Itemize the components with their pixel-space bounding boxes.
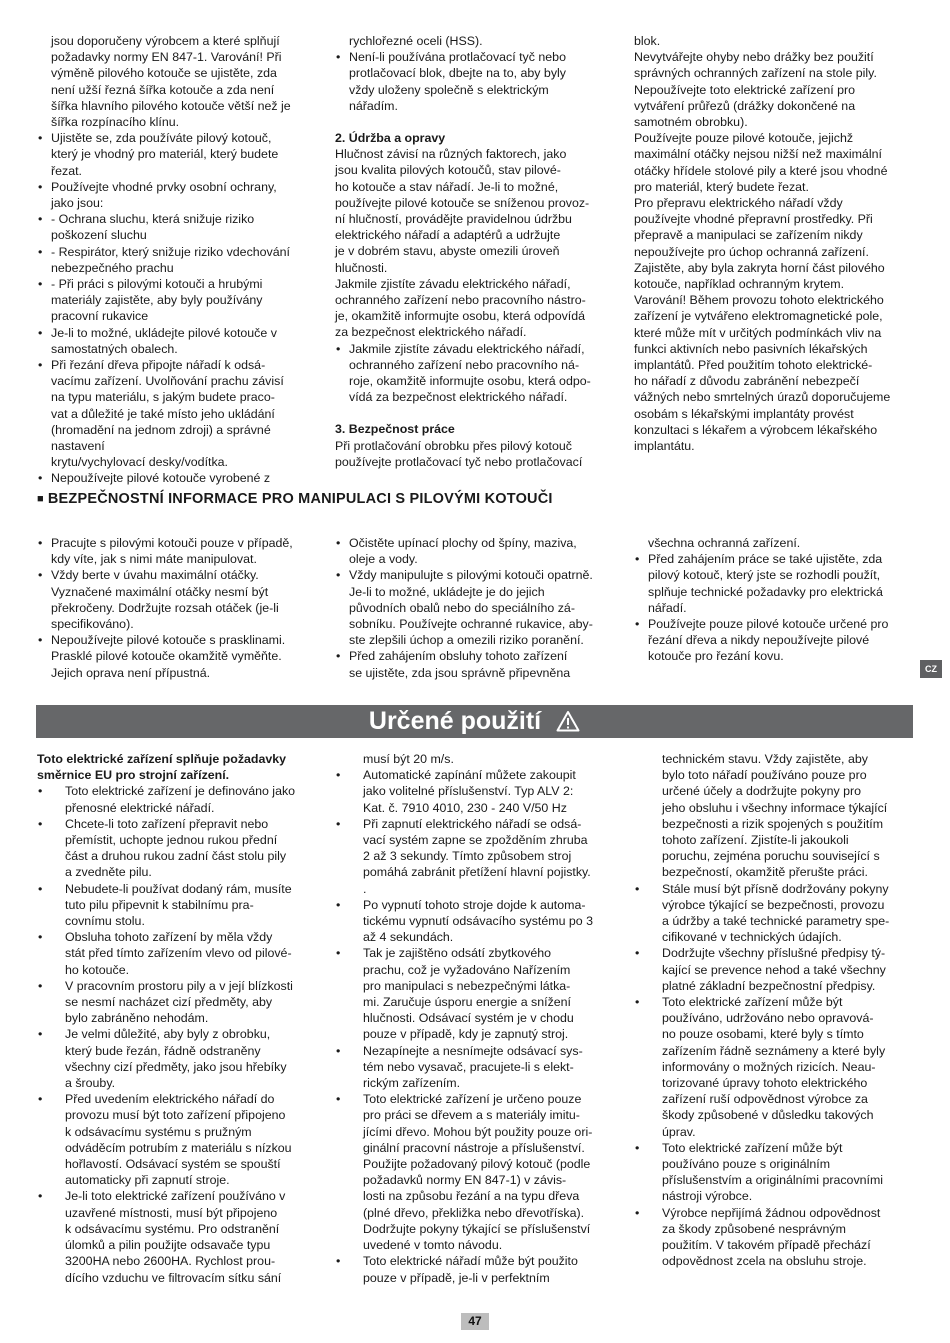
text-line: Ujistěte se, zda používáte pilový kotouč, (51, 131, 272, 146)
text-line: kající se prevence nehod a také všechny (662, 962, 886, 977)
text-line: Nepoužívejte pilové kotouče vyrobené z (51, 471, 271, 486)
list-item (634, 551, 919, 616)
text-line: Vždy manipulujte s pilovými kotouči opatrně. (349, 568, 593, 583)
text-line: poruchu, zejména poruchu související s (662, 849, 880, 864)
text-line: bezpečností, okamžitě přerušte práci. (662, 865, 868, 880)
text-line: škody způsobené v důsledku takových (662, 1108, 874, 1123)
text-line: za škody způsobené nesprávným (662, 1221, 846, 1236)
text-line: vacímu zařízení. Uvolňování prachu závisí (51, 374, 284, 389)
text-line: uzavřené místnosti, musí být připojeno (65, 1205, 278, 1220)
text-line: použitím. V takovém případě přechází (662, 1238, 871, 1253)
text-line: pracovní rukavice (51, 309, 149, 324)
text-line: blok. (634, 34, 661, 48)
text-line: ginální pracovní nástroje a příslušenství. (363, 1140, 585, 1155)
text-line: Toto elektrické zařízení je definováno jako (65, 784, 296, 799)
text-line: splňuje technické požadavky pro elektrická (648, 584, 883, 599)
text-line: cifikované v technických údajích. (662, 930, 842, 945)
text-line: požadavky normy EN 847-1. Varování! Při (51, 50, 282, 65)
text-line: Po vypnutí tohoto stroje dojde k automa- (363, 897, 586, 912)
language-tab: CZ (920, 660, 942, 678)
list-item (335, 567, 620, 648)
text-line: hořlavostí. Odsávací systém se spouští (65, 1157, 281, 1172)
list-item (37, 567, 322, 632)
list-item (37, 276, 322, 325)
text-line: tohoto zařízení. Zjistíte-li jakoukoli (662, 833, 849, 848)
text-line: (plné dřevo, překližka nebo dřevotříska). (363, 1205, 585, 1220)
text-line: pouze v případě, kdy je zapnutý stroj. (363, 1027, 569, 1042)
list-item (634, 994, 919, 1140)
text-line: Používejte vhodné prvky osobní ochrany, (51, 179, 277, 194)
text-line: Jakmile zjistíte závadu elektrického nářadí, (335, 276, 571, 291)
text-line: vážných nebo smrtelných úrazů doporučujeme (634, 390, 891, 405)
text-line: vídá za bezpečnost elektrického nářadí. (349, 390, 568, 405)
text-line: jícími dřevo. Mohou být použity pouze ori- (363, 1124, 593, 1139)
text-line: ní hlučností, provádějte pravidelnou údržbu (335, 212, 572, 227)
text-line: platné základní bezpečnostní předpisy. (662, 978, 876, 993)
list-item (335, 648, 620, 680)
intended-column-1 (37, 751, 322, 1286)
text-line: se ujistěte, zda jsou správně připevněna (349, 665, 571, 680)
text-line: Zajistěte, aby byla zakryta horní část pilového (634, 260, 885, 275)
text-line: Dodržujte pokyny týkající se příslušenství (363, 1221, 591, 1236)
text-line: Varování! Během provozu tohoto elektrického (634, 293, 884, 308)
list-item (37, 244, 322, 276)
text-line: zařízením řádně seznámeny a které byly (662, 1043, 886, 1058)
text-line: Je-li to možné, ukládejte je do jejich (349, 584, 545, 599)
text-line: nářadí. (648, 600, 687, 615)
text-line: Používejte pouze pilové kotouče určené pro (648, 617, 889, 632)
text-line: zařízení je vytvářeno elektromagnetické pole, (634, 309, 883, 324)
list-item (335, 535, 620, 567)
text-line: vat a důležité je také místo jeho ukládání (51, 406, 275, 421)
list-item (37, 1091, 322, 1188)
text-line: rickým zařízením. (363, 1076, 461, 1091)
text-line: odpovědnost zcela na obsluhu stroje. (662, 1254, 867, 1269)
text-line: Pracujte s pilovými kotouči pouze v případě, (51, 536, 293, 550)
text-line: všechna ochranná zařízení. (648, 536, 801, 550)
text-line: kotouče, například ochranným krytem. (634, 277, 845, 292)
text-line: bylo zabráněno nehodám. (65, 1011, 209, 1026)
bullet-list (37, 535, 322, 681)
text-line: roje, okamžitě informujte osobu, která odpo- (349, 374, 591, 389)
text-line: vytváření průřezů (drážky dokončené na (634, 98, 856, 113)
list-item (37, 929, 322, 978)
text-line: Je-li toto elektrické zařízení používáno v (65, 1189, 286, 1204)
text-line: přepravě a manipulaci se zařízením nikdy (634, 228, 863, 243)
text-line: Dodržujte všechny příslušné předpisy tý- (662, 946, 886, 961)
text-line: určené účely a dodržujte pokyny pro (662, 784, 862, 799)
text-line: až 4 sekundách. (363, 930, 454, 945)
text-line: Stále musí být přísně dodržovány pokyny (662, 881, 889, 896)
text-line: Při zapnutí elektrického nářadí se odsá- (363, 816, 582, 831)
text-line: V pracovním prostoru pily a v její blízkosti (65, 978, 293, 993)
page-number: 47 (461, 1313, 489, 1330)
text-line: Není-li používána protlačovací tyč nebo (349, 50, 566, 65)
list-item (37, 535, 322, 567)
text-line: Před uvedením elektrického nářadí do (65, 1092, 275, 1107)
paragraph (335, 438, 620, 470)
text-line: Prasklé pilové kotouče okamžitě vyměňte. (51, 649, 282, 664)
list-item (37, 470, 322, 486)
bullet-list (335, 767, 620, 1286)
text-line: překročeny. Dodržujte rozsah otáček (je-li (51, 600, 279, 615)
text-line: které může mít v určitých podmínkách vliv na (634, 325, 882, 340)
list-item (634, 945, 919, 994)
list-item (37, 179, 322, 211)
list-item (335, 341, 620, 406)
text-line: úprav. (662, 1124, 696, 1139)
text-line: směrnice EU pro strojní zařízení. (37, 768, 230, 783)
text-line: tém nebo vysavač, pracujete-li s elekt- (363, 1059, 574, 1074)
text-line: Tak je zajištěno odsátí zbytkového (363, 946, 552, 961)
handling-column-2 (335, 535, 620, 681)
text-line: zařízení ruší odpovědnost výrobce za (662, 1092, 868, 1107)
bullet-list (37, 130, 322, 486)
handling-column-1 (37, 535, 322, 681)
text-line: pro manipulaci s nebezpečnými látka- (363, 978, 571, 993)
text-line: jako jsou: (51, 196, 104, 211)
list-item (335, 49, 620, 114)
list-item (37, 881, 322, 930)
handling-column-3 (634, 535, 919, 665)
banner-title: Určené použití (368, 707, 542, 735)
list-item (634, 1140, 919, 1205)
text-line: Pro přepravu elektrického nářadí vždy (634, 196, 843, 211)
text-line: sobníku. Používejte ochranné rukavice, aby- (349, 617, 593, 632)
text-line: Toto elektrické zařízení může být (662, 995, 843, 1010)
text-line: Při protlačování obrobku přes pilový kotouč (335, 438, 572, 453)
bullet-list (634, 551, 919, 664)
text-line: provozu musí být toto zařízení připojeno (65, 1108, 286, 1123)
intended-column-2 (335, 751, 620, 1286)
paragraph (335, 146, 620, 340)
text-line: správných ochranných zařízení na stole pily. (634, 66, 877, 81)
text-line: a šrouby. (65, 1076, 116, 1091)
text-line: - Respirátor, který snižuje riziko vdechování (51, 244, 290, 259)
text-line: je v dobrém stavu, abyste omezili úroveň (335, 244, 560, 259)
text-line: jeho obsluhu i všechny informace týkající (662, 800, 888, 815)
text-line: který je vhodný pro materiál, který budete (51, 147, 279, 162)
text-line: pilový kotouč, který jste se rozhodli použít, (648, 568, 881, 583)
text-line: řezat. (51, 163, 82, 178)
text-line: bezpečnosti a rizik spojených s použitím (662, 816, 884, 831)
text-line: tuto pilu připevnit k stabilnímu pra- (65, 897, 254, 912)
text-line: jsou doporučeny výrobcem a které splňují (51, 34, 280, 48)
list-item (634, 616, 919, 665)
continued-text (634, 751, 919, 881)
intended-column-3 (634, 751, 919, 1270)
text-line: hlučnosti. Odsávací systém je v chodu (363, 1011, 574, 1026)
text-line: pro práci se dřevem a s materiály imitu- (363, 1108, 580, 1123)
text-line: řezání dřeva a nikdy nepoužívejte pilové (648, 633, 870, 648)
text-line: otáčky hřídele stolové pily a které jsou vhodné (634, 163, 888, 178)
list-item (335, 767, 620, 816)
continued-text (335, 751, 620, 767)
text-line: Očistěte upínací plochy od špíny, maziva, (349, 536, 577, 550)
top-column-1 (37, 33, 322, 487)
text-line: šířka hlavního pilového kotouče větší než je (51, 98, 291, 113)
text-line: Hlučnost závisí na různých faktorech, jako (335, 147, 567, 162)
text-line: technickém stavu. Vždy zajistěte, aby (662, 752, 868, 766)
text-line: osobám s lékařskými implantáty provést (634, 406, 854, 421)
text-line: používejte vhodné přepravní prostředky. Při (634, 212, 873, 227)
text-line: ho kotouče. (65, 962, 130, 977)
text-line: Používejte pouze pilové kotouče, jejichž (634, 131, 854, 146)
list-item (37, 1026, 322, 1091)
text-line: Jakmile zjistíte závadu elektrického nářadí, (349, 341, 585, 356)
text-line: část a druhou rukou zadní část stolu pily (65, 849, 287, 864)
text-line: Vždy berte v úvahu maximální otáčky. (51, 568, 259, 583)
text-line: vždy uloženy společně s elektrickým (349, 82, 549, 97)
text-line: Vyznačené maximální otáčky nesmí být (51, 584, 269, 599)
text-line: ho kotouče a stav nářadí. Je-li to možné, (335, 179, 559, 194)
text-line: šířka rozpínacího klínu. (51, 115, 180, 130)
text-line: (hromadění na jednom zdroji) a správné nastavení (51, 422, 271, 454)
warning-triangle-icon (556, 710, 580, 732)
text-line: pro materiál, který budete řezat. (634, 179, 809, 194)
handling-section-title (37, 489, 917, 509)
text-line: rychlořezné oceli (HSS). (349, 34, 483, 48)
text-line: přenosné elektrické nářadí. (65, 800, 215, 815)
list-item (37, 130, 322, 179)
text-line: - Při práci s pilovými kotouči a hrubými (51, 277, 263, 292)
continued-text (37, 33, 322, 130)
text-line: Toto elektrické zařízení může být (662, 1140, 843, 1155)
text-line: ochranného zařízení nebo pracovního ná- (349, 357, 580, 372)
list-item (335, 816, 620, 897)
text-line: přemístit, uchopte jednou rukou přední (65, 833, 278, 848)
text-line: stát před tímto zařízením vlevo od pilové- (65, 946, 292, 961)
text-line: jako volitelné příslušenství. Typ ALV 2: (363, 784, 574, 799)
square-bullet-icon: ■ (37, 493, 44, 505)
continued-text (634, 535, 919, 551)
text-line: Nezapínejte a nesnímejte odsávací sys- (363, 1043, 583, 1058)
list-item (37, 1188, 322, 1285)
text-line: k odsávacímu systému. Pro odstranění (65, 1221, 280, 1236)
text-line: implantátu. (634, 439, 695, 454)
text-line: kotouče pro řezání kovu. (648, 649, 784, 664)
text-line: pomáhá zabránit přetížení hlavní pojistky. (363, 865, 591, 880)
text-line: oleje a vody. (349, 552, 418, 567)
text-line: maximální otáčky nejsou nižší než maximální (634, 147, 882, 162)
text-line: prachu, což je vyžadováno Nařízením (363, 962, 571, 977)
text-line: automaticky při zapnutí stroje. (65, 1173, 230, 1188)
list-item (335, 1253, 620, 1285)
list-item (37, 816, 322, 881)
text-line: ste zlepšili úchop a omezili riziko poranění. (349, 633, 584, 648)
text-line: Obsluha tohoto zařízení by měla vždy (65, 930, 273, 945)
text-line: nářadím. (349, 98, 398, 113)
text-line: Jejich oprava není přípustná. (51, 665, 211, 680)
text-line: covnímu stolu. (65, 914, 145, 929)
text-line: a údržby a také technické parametry spe- (662, 914, 890, 929)
list-item (37, 783, 322, 815)
text-line: výměně pilového kotouče se ujistěte, zda (51, 66, 277, 81)
text-line: Toto elektrické zařízení je určeno pouze (363, 1092, 582, 1107)
text-line: protlačovací blok, dbejte na to, aby byly (349, 66, 566, 81)
text-line: 2 až 3 sekundy. Tímto způsobem stroj (363, 849, 572, 864)
list-item (37, 978, 322, 1027)
text-line: nebezpečného prachu (51, 260, 174, 275)
text-line: Nebudete-li používat dodaný rám, musíte (65, 881, 292, 896)
text-line: materiály zajistěte, aby byly používány (51, 293, 263, 308)
text-line: používáno pouze s originálním (662, 1157, 831, 1172)
text-line: pouze v případě, je-li v perfektním (363, 1270, 550, 1285)
text-line: poškození sluchu (51, 228, 147, 243)
bullet-list (335, 49, 620, 114)
text-line: který bude řezán, řádně odstraněny (65, 1043, 261, 1058)
list-item (37, 211, 322, 243)
continued-text (335, 33, 620, 49)
text-line: Je velmi důležité, aby byly z obrobku, (65, 1027, 271, 1042)
text-line: dícího vzduchu ve filtrovacím sítku sání (65, 1270, 282, 1285)
text-line: na typu materiálu, s jakým budete praco- (51, 390, 275, 405)
text-line: musí být 20 m/s. (363, 752, 454, 766)
text-line: není užší řezná šířka kotouče a zda není (51, 82, 275, 97)
text-line: . (363, 881, 367, 896)
bullet-list (335, 535, 620, 681)
text-line: odváděcím potrubím z materiálu s nízkou (65, 1140, 292, 1155)
text-line: Nepoužívejte toto elektrické zařízení pro (634, 82, 856, 97)
list-item (335, 1043, 620, 1092)
text-line: specifikováno). (51, 617, 134, 632)
text-line: nepoužívejte pro úchop ochranná zařízení. (634, 244, 869, 259)
list-item (335, 1091, 620, 1253)
text-line: Před zahájením obsluhy tohoto zařízení (349, 649, 568, 664)
text-line: původních obalů nebo do speciálního zá- (349, 600, 575, 615)
text-line: mi. Zaručuje úsporu energie a snížení (363, 995, 571, 1010)
text-line: samotném obrobku). (634, 115, 748, 130)
text-line: Před zahájením práce se také ujistěte, zda (648, 552, 883, 567)
text-line: používejte protlačovací tyč nebo protlačovací (335, 454, 583, 469)
text-line: za bezpečnost elektrického nářadí. (335, 325, 527, 340)
text-line: a zvedněte pilu. (65, 865, 152, 880)
text-line: hlučnosti. (335, 260, 388, 275)
text-line: používáno, udržováno nebo opravová- (662, 1011, 874, 1026)
text-line: Je-li to možné, ukládejte pilové kotouče v (51, 325, 277, 340)
top-column-3 (634, 33, 919, 454)
text-line: ochranného zařízení nebo pracovního nástro- (335, 293, 586, 308)
list-item (37, 357, 322, 470)
bullet-list (335, 341, 620, 406)
text-line: příslušenstvím a originálními pracovními (662, 1173, 884, 1188)
top-column-2 (335, 33, 620, 470)
text-line: krytu/vychylovací desky/vodítka. (51, 455, 228, 470)
directive-heading (37, 751, 322, 783)
text-line: konzultaci s lékařem a výrobcem lékařského (634, 422, 878, 437)
text-line: se nesmí nacházet cizí předměty, aby (65, 995, 273, 1010)
text-line: Chcete-li toto zařízení přepravit nebo (65, 816, 269, 831)
text-line: Toto elektrické zařízení splňuje požadavky (37, 752, 287, 766)
text-line: informovány o možných rizicích. Neau- (662, 1059, 876, 1074)
text-line: Kat. č. 7910 4010, 230 - 240 V/50 Hz (363, 800, 567, 815)
text-line: všechny cizí předměty, jako jsou hřebíky (65, 1059, 287, 1074)
text-line: výrobce týkající se bezpečnosti, provozu (662, 897, 885, 912)
list-item (335, 945, 620, 1042)
text-line: Výrobce nepřijímá žádnou odpovědnost (662, 1205, 881, 1220)
list-item (335, 897, 620, 946)
section-heading-maintenance: 2. Údržba a opravy (335, 131, 446, 146)
text-line: bylo toto nářadí používáno pouze pro (662, 768, 867, 783)
text-line: funkci aktivních nebo pasivních lékařských (634, 341, 868, 356)
text-line: - Ochrana sluchu, která snižuje riziko (51, 212, 255, 227)
handling-title-text: BEZPEČNOSTNÍ INFORMACE PRO MANIPULACI S PILOVÝMI KOTOUČI (47, 491, 553, 507)
text-line: používejte pilové kotouče se sníženou provoz- (335, 195, 590, 210)
text-line: Automatické zapínání můžete zakoupit (363, 768, 576, 783)
text-line: Nevytvářejte ohyby nebo drážky bez použití (634, 50, 874, 65)
list-item (634, 1205, 919, 1270)
text-line: no pouze osobami, které byly s tímto (662, 1027, 864, 1042)
text-line: je, okamžitě informujte osobu, která odpovídá (335, 309, 586, 324)
text-line: losti na způsobu řezání a na typu dřeva (363, 1189, 580, 1204)
text-line: tickému vypnutí odsávacího systému po 3 (363, 914, 594, 929)
text-line: 3200HA nebo 2600HA. Rychlost prou- (65, 1254, 276, 1269)
text-line: ho nářadí z důvodu zabránění nebezpečí (634, 374, 860, 389)
text-line: uvedené v tomto návodu. (363, 1238, 503, 1253)
text-line: vací systém zapne se zpožděním zhruba (363, 833, 588, 848)
text-line: Nepoužívejte pilové kotouče s prasklinami. (51, 633, 286, 648)
text-line: úlomků a pilin použijte odsavače typu (65, 1238, 271, 1253)
text-line: implantátů. Před použitím tohoto elektrické- (634, 358, 873, 373)
bullet-list (634, 881, 919, 1270)
text-line: Použijte požadovaný pilový kotouč (podle (363, 1157, 591, 1172)
list-item (37, 325, 322, 357)
bullet-list (37, 783, 322, 1285)
text-line: nástroji výrobce. (662, 1189, 753, 1204)
text-line: Toto elektrické nářadí může být použito (363, 1254, 578, 1269)
text-line: torizované úpravy tohoto elektrického (662, 1076, 868, 1091)
text-line: požadavků normy EN 847-1) v závis- (363, 1173, 567, 1188)
section-heading-work-safety: 3. Bezpečnost práce (335, 422, 455, 437)
text-line: k odsávacímu systému s pružným (65, 1124, 252, 1139)
list-item (634, 881, 919, 946)
intended-use-banner (36, 705, 913, 738)
text-line: kdy víte, jak s nimi máte manipulovat. (51, 552, 257, 567)
list-item (37, 632, 322, 681)
text-line: samostatných obalech. (51, 341, 178, 356)
text-line: Při řezání dřeva připojte nářadí k odsá- (51, 358, 266, 373)
paragraph (634, 33, 919, 454)
text-line: jsou kvalita pilových kotoučů, stav pilové- (335, 163, 561, 178)
text-line: elektrického nářadí a adaptérů a udržujte (335, 228, 561, 243)
